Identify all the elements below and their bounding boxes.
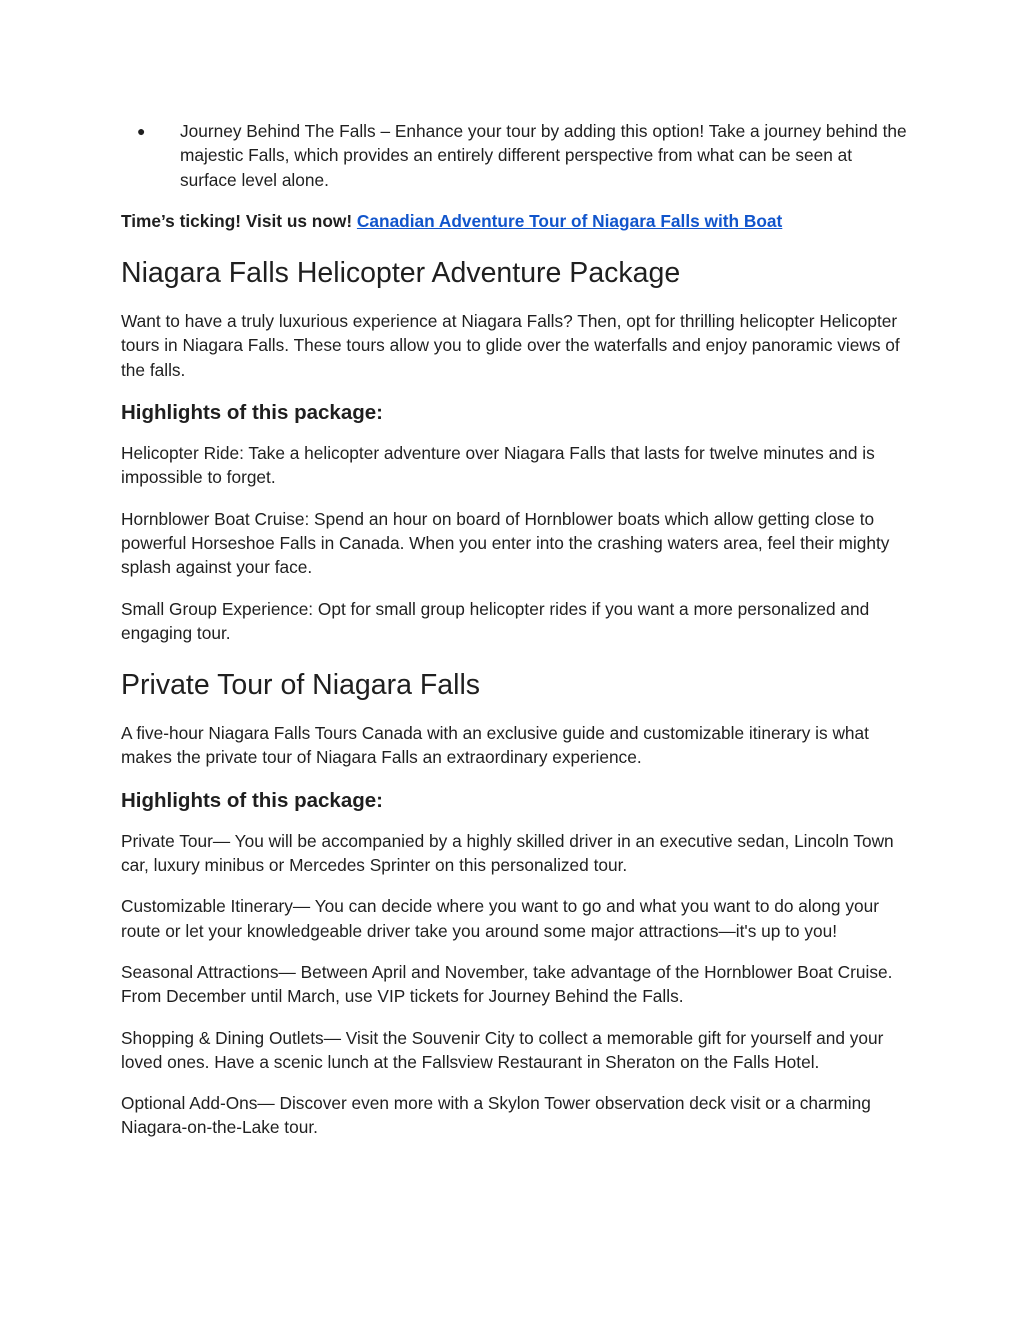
paragraph: Shopping & Dining Outlets— Visit the Souvenir City to collect a memorable gift for yourself and your loved ones. Have a scenic lunch at the Fallsview Restaurant in Sheraton on the Falls Hotel.: [121, 1027, 884, 1072]
paragraph: Private Tour— You will be accompanied by a highly skilled driver in an executive sedan, Lincoln Town car, luxury minibus or Mercedes Sprinter on this personalized tour.: [121, 830, 894, 876]
bullet-text: Journey Behind The Falls – Enhance your tour by adding this option! Take a journey behind the majestic Falls, which provides an entirely different perspective from what can be seen at surface level alone.: [180, 121, 907, 190]
paragraph: Hornblower Boat Cruise: Spend an hour on board of Hornblower boats which allow getting close to powerful Horseshoe Falls in Canada. When you enter into the crashing waters area, feel their mighty splash against your face.: [121, 508, 890, 578]
helicopter-highlights-heading: Highlights of this package:: [121, 401, 383, 425]
document-page: [121, 119, 911, 1140]
list-item: [120, 119, 911, 192]
private-intro: A five-hour Niagara Falls Tours Canada with an exclusive guide and customizable itinerary is what makes the private tour of Niagara Falls an extraordinary experience.: [121, 723, 869, 768]
paragraph: Customizable Itinerary— You can decide where you want to go and what you want to do along your route or let your knowledgeable driver take you around some major attractions—it's up to you!: [121, 896, 879, 941]
tour-link[interactable]: Canadian Adventure Tour of Niagara Falls with Boat: [356, 210, 783, 231]
section-heading-private: Private Tour of Niagara Falls: [121, 669, 481, 702]
helicopter-intro: Want to have a truly luxurious experience at Niagara Falls? Then, opt for thrilling helicopter Helicopter tours in Niagara Falls. These tours allow you to glide over the waterfalls and enjoy panoramic views of the falls.: [121, 311, 900, 380]
private-highlights-heading: Highlights of this package:: [121, 788, 383, 812]
section-heading-helicopter: Niagara Falls Helicopter Adventure Package: [121, 257, 681, 290]
cta-text: Time’s ticking! Visit us now!: [121, 210, 353, 231]
paragraph: Seasonal Attractions— Between April and November, take advantage of the Hornblower Boat Cruise. From December until March, use VIP tickets for Journey Behind the Falls.: [121, 961, 893, 1007]
paragraph: Small Group Experience: Opt for small group helicopter rides if you want a more personalized and engaging tour.: [121, 598, 870, 643]
paragraph: Optional Add-Ons— Discover even more with a Skylon Tower observation deck visit or a charming Niagara-on-the-Lake tour.: [121, 1093, 871, 1138]
paragraph: Helicopter Ride: Take a helicopter adventure over Niagara Falls that lasts for twelve minutes and is impossible to forget.: [121, 443, 875, 488]
bullet-marker: ●: [137, 123, 146, 139]
call-to-action: [121, 209, 911, 233]
